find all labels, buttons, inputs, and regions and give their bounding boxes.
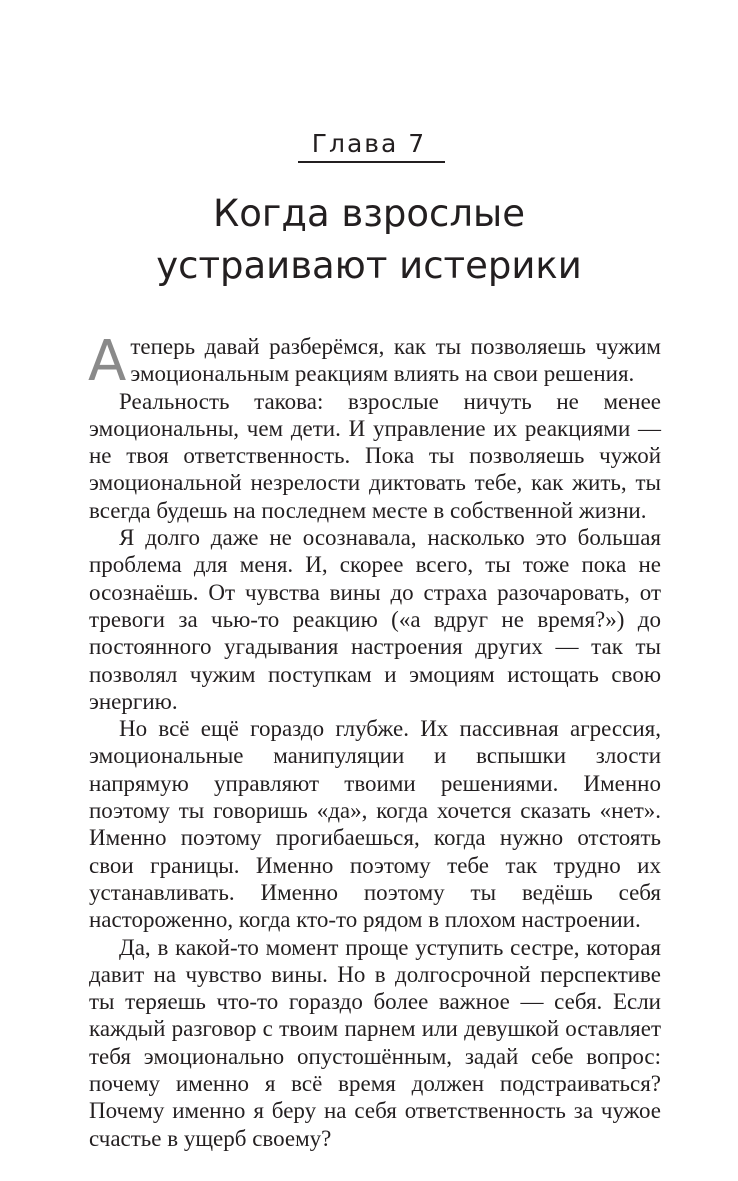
chapter-title-line-1: Когда взрослые — [213, 192, 525, 235]
chapter-title-line-2: устраивают истерики — [156, 244, 582, 287]
chapter-divider — [298, 161, 445, 163]
chapter-label: Глава 7 — [311, 129, 427, 158]
paragraph-5: Да, в какой-то момент проще уступить сестре, которая давит на чувство вины. Но в долгосрочной перспективе ты теряешь что-то гораздо более важное — себя. Если каждый разговор с твоим парнем или девушкой оставляет тебя эмоционально опустошённым, задай себе вопрос: почему именно я всё время должен подстраиваться? Почему именно я беру на себя ответственность за чужое счастье в ущерб своему? — [89, 934, 661, 1151]
paragraph-2: Реальность такова: взрослые ничуть не менее эмоциональны, чем дети. И управление их реакциями — не твоя ответственность. Пока ты позволяешь чужой эмоциональной незрелости диктовать тебе, как жить, ты всегда будешь на последнем месте в собственной жизни. — [89, 388, 661, 523]
body-text — [88, 329, 661, 1152]
paragraph-3: Я долго даже не осознавала, насколько это большая проблема для меня. И, скорее всего, ты тоже пока не осознаёшь. От чувства вины до страха разочаровать, от тревоги за чью-то реакцию («а вдруг не время?») до постоянного угадывания настроения других — так ты позволял чужим поступкам и эмоциям истощать свою энергию. — [89, 525, 661, 714]
drop-cap: А — [88, 329, 127, 394]
paragraph-4: Но всё ещё гораздо глубже. Их пассивная агрессия, эмоциональные манипуляции и вспышки злости напрямую управляют твоими решениями. Именно поэтому ты говоришь «да», когда хочется сказать «нет». Именно поэтому прогибаешься, когда нужно отстоять свои границы. Именно поэтому тебе так трудно их устанавливать. Именно поэтому ты ведёшь себя настороженно, когда кто-то рядом в плохом настроении. — [89, 716, 661, 933]
paragraph-1 — [88, 329, 661, 394]
chapter-title — [0, 188, 738, 292]
paragraph-1-text: теперь давай разберёмся, как ты позволяешь чужим эмоциональным реакциям влиять на свои решения. — [130, 334, 661, 387]
